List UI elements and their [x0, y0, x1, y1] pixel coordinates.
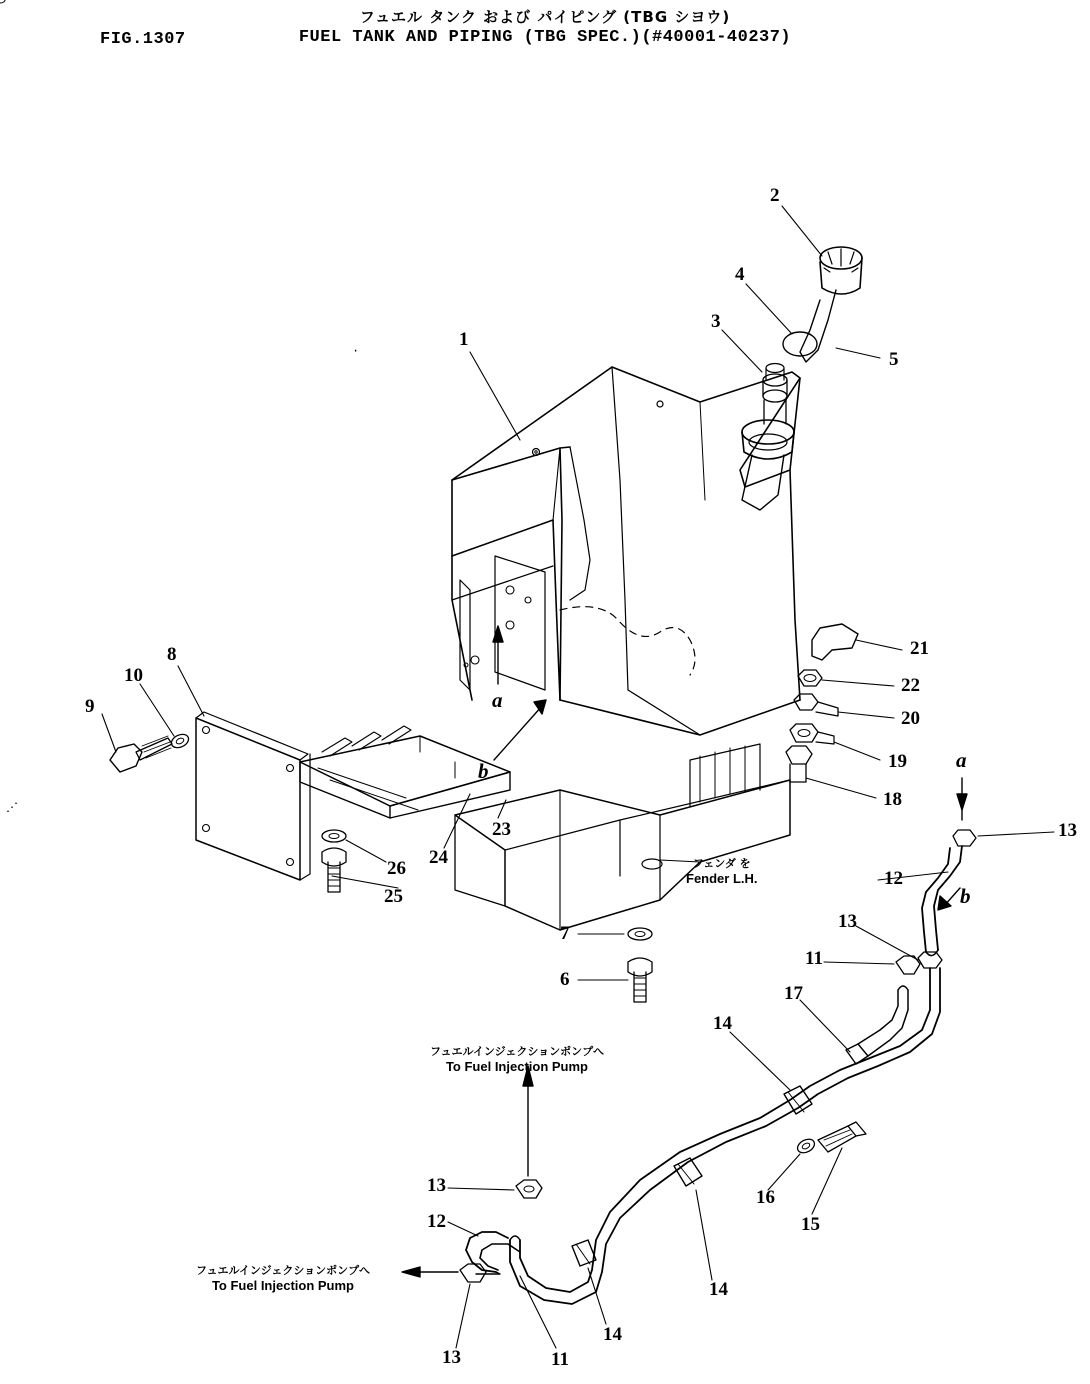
note-fender-lh-en: Fender L.H. — [686, 871, 758, 886]
callout-5: 5 — [889, 349, 899, 370]
callout-21: 21 — [910, 638, 929, 659]
note-to-fuel-injection-pump-lower — [196, 1262, 370, 1293]
callout-7: 7 — [560, 923, 570, 944]
note-to-fuel-injection-pump-lower-jp: フュエルインジェクションポンプへ — [196, 1264, 370, 1277]
callout-13-left: 13 — [427, 1175, 446, 1196]
callout-14-right: 14 — [709, 1279, 728, 1300]
diagram-title-japanese: フュエル タンク および パイピング (TBG シヨウ) — [359, 8, 731, 26]
callout-18: 18 — [883, 789, 902, 810]
note-fender-lh — [686, 855, 758, 886]
section-letter-b-right: b — [960, 884, 971, 908]
note-to-fuel-injection-pump-upper — [430, 1043, 604, 1074]
callout-22: 22 — [901, 675, 920, 696]
callout-1: 1 — [459, 329, 469, 350]
callout-26: 26 — [387, 858, 406, 879]
callout-8: 8 — [167, 644, 177, 665]
callout-25: 25 — [384, 886, 403, 907]
callout-24: 24 — [429, 847, 448, 868]
callout-12-bottom: 12 — [427, 1211, 446, 1232]
callout-15: 15 — [801, 1214, 820, 1235]
callout-9: 9 — [85, 696, 95, 717]
note-fender-lh-jp: フェンダ を — [692, 857, 751, 870]
diagram-title-english: FUEL TANK AND PIPING (TBG SPEC.)(#40001-40237) — [298, 28, 792, 47]
callout-14-bottom: 14 — [603, 1324, 622, 1345]
note-to-fuel-injection-pump-upper-en: To Fuel Injection Pump — [445, 1059, 588, 1074]
section-letter-b-left: b — [478, 759, 489, 783]
callout-14-upper: 14 — [713, 1013, 732, 1034]
callout-10: 10 — [124, 665, 143, 686]
callout-13-bottom: 13 — [442, 1347, 461, 1368]
callout-3: 3 — [711, 311, 721, 332]
section-letter-a-right: a — [956, 748, 967, 772]
callout-4: 4 — [735, 264, 745, 285]
page-edge-mark-dot: · — [352, 344, 360, 358]
note-to-fuel-injection-pump-upper-jp: フュエルインジェクションポンプへ — [430, 1045, 604, 1058]
callout-17: 17 — [784, 983, 803, 1004]
figure-number: FIG.1307 — [100, 30, 186, 49]
callout-11-bottom: 11 — [551, 1349, 569, 1370]
section-letter-a-left: a — [492, 688, 503, 712]
callout-19: 19 — [888, 751, 907, 772]
callout-13-top-right: 13 — [1058, 820, 1077, 841]
callout-20: 20 — [901, 708, 920, 729]
callout-13-mid-right: 13 — [838, 911, 857, 932]
page-edge-mark-left: ⋰ — [6, 801, 18, 815]
callout-6: 6 — [560, 969, 570, 990]
callout-12-right: 12 — [884, 868, 903, 889]
note-to-fuel-injection-pump-lower-en: To Fuel Injection Pump — [211, 1278, 354, 1293]
callout-16: 16 — [756, 1187, 775, 1208]
callout-11-right: 11 — [805, 948, 823, 969]
callout-2: 2 — [770, 185, 780, 206]
callout-23: 23 — [492, 819, 511, 840]
